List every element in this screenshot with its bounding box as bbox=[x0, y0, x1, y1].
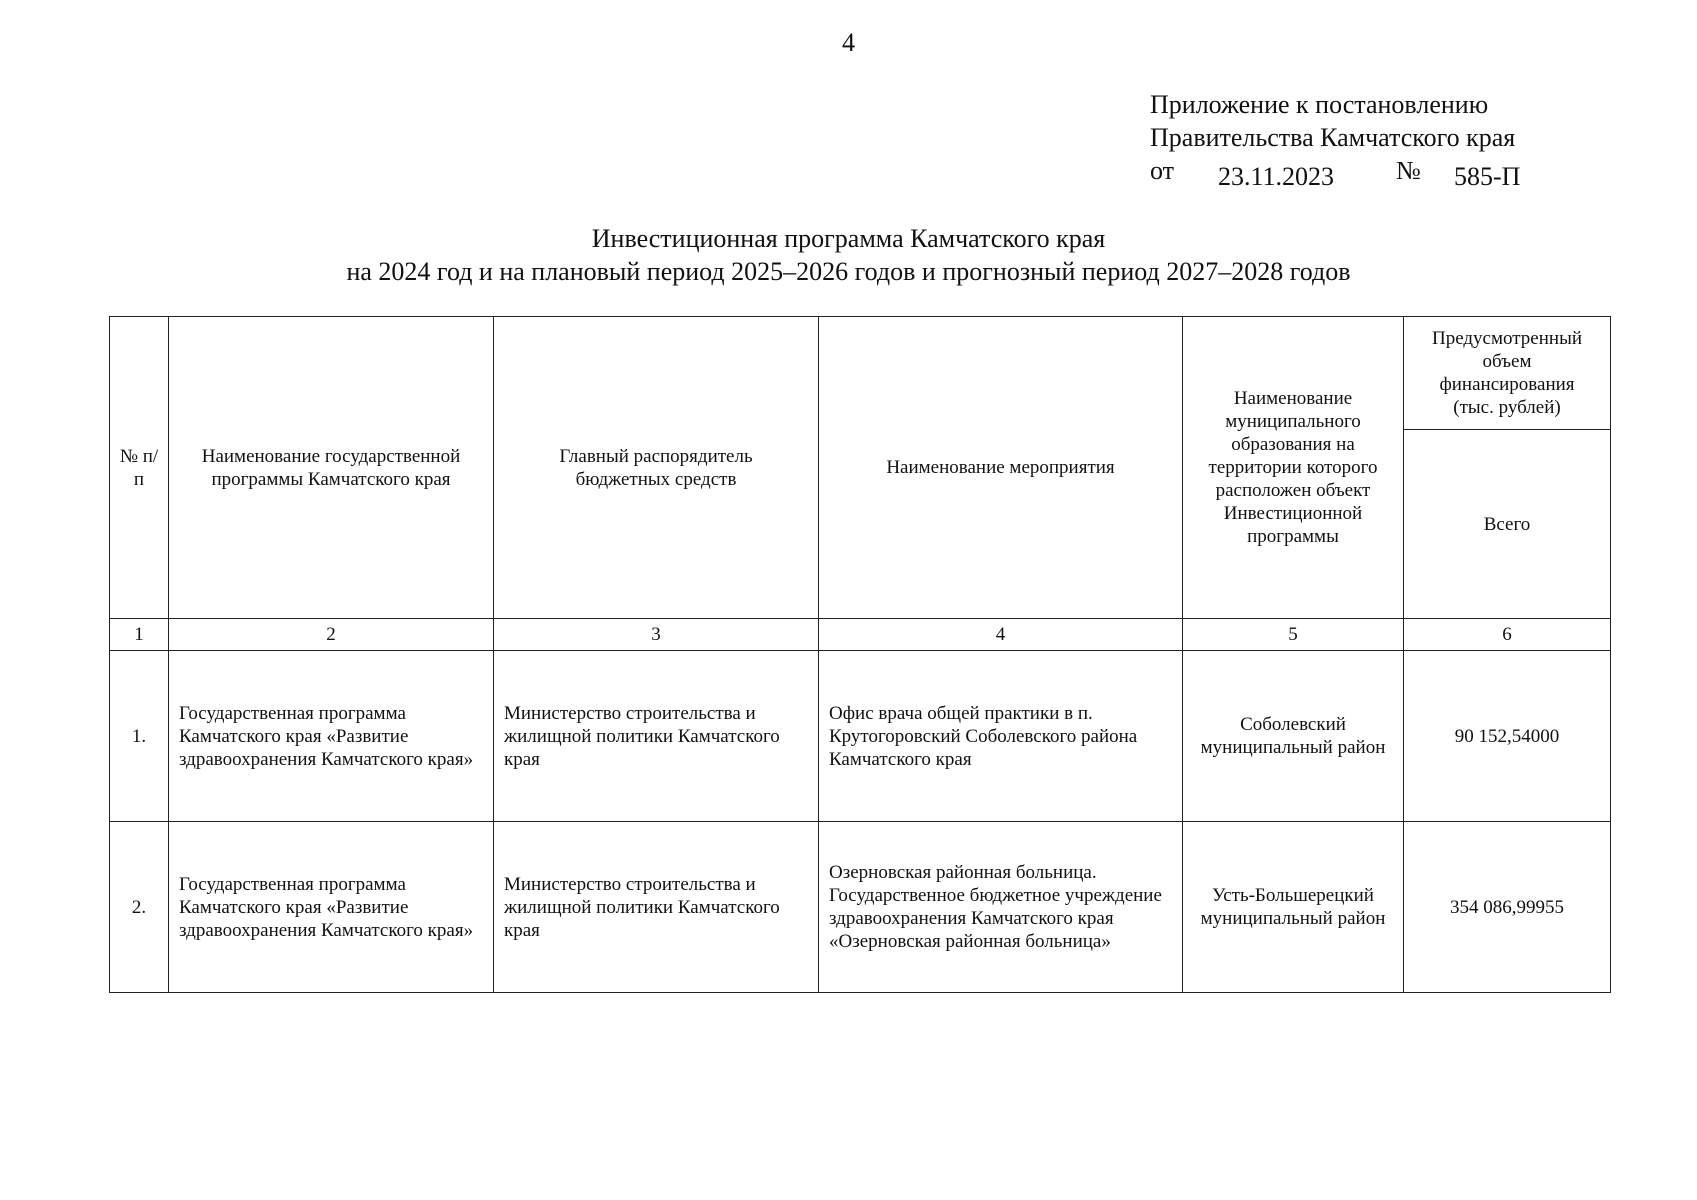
row-number: 1. bbox=[110, 651, 169, 822]
appendix-block bbox=[1150, 88, 1650, 190]
appendix-number-label: № bbox=[1396, 156, 1421, 185]
header-total: Всего bbox=[1404, 430, 1611, 619]
appendix-date: 23.11.2023 bbox=[1218, 162, 1335, 191]
document-title bbox=[0, 222, 1697, 288]
column-number: 2 bbox=[169, 619, 494, 651]
table-row bbox=[110, 822, 1611, 993]
header-number: № п/п bbox=[110, 317, 169, 619]
document-title-line-2: на 2024 год и на плановый период 2025–2026 годов и прогнозный период 2027–2028 годов bbox=[346, 257, 1351, 286]
header-activity: Наименование мероприятия bbox=[819, 317, 1183, 619]
appendix-line-2: Правительства Камчатского края bbox=[1150, 123, 1516, 152]
row-activity: Озерновская районная больница. Государственное бюджетное учреждение здравоохранения Камчатского края «Озерновская районная больница» bbox=[819, 822, 1183, 993]
row-manager: Министерство строительства и жилищной политики Камчатского края bbox=[494, 822, 819, 993]
header-municipality: Наименование муниципального образования на территории которого расположен объект Инвестиционной программы bbox=[1183, 317, 1404, 619]
row-total: 354 086,99955 bbox=[1404, 822, 1611, 993]
row-total: 90 152,54000 bbox=[1404, 651, 1611, 822]
appendix-line-1: Приложение к постановлению bbox=[1150, 90, 1489, 119]
header-manager: Главный распорядитель бюджетных средств bbox=[494, 317, 819, 619]
column-number: 5 bbox=[1183, 619, 1404, 651]
investment-program-table bbox=[109, 316, 1611, 993]
column-number: 1 bbox=[110, 619, 169, 651]
document-title-line-1: Инвестиционная программа Камчатского края bbox=[591, 224, 1106, 253]
row-municipality: Соболевский муниципальный район bbox=[1183, 651, 1404, 822]
column-number: 4 bbox=[819, 619, 1183, 651]
appendix-number: 585-П bbox=[1454, 162, 1521, 191]
row-program: Государственная программа Камчатского края «Развитие здравоохранения Камчатского края» bbox=[169, 651, 494, 822]
appendix-signature-row bbox=[1150, 154, 1650, 190]
page-number: 4 bbox=[842, 28, 855, 57]
table-header-row bbox=[110, 317, 1611, 430]
column-number: 6 bbox=[1404, 619, 1611, 651]
row-activity: Офис врача общей практики в п. Крутогоровский Соболевского района Камчатского края bbox=[819, 651, 1183, 822]
row-manager: Министерство строительства и жилищной политики Камчатского края bbox=[494, 651, 819, 822]
header-funding-group: Предусмотренный объем финансирования (тыс. рублей) bbox=[1404, 317, 1611, 430]
column-number-row bbox=[110, 619, 1611, 651]
row-number: 2. bbox=[110, 822, 169, 993]
header-program: Наименование государственной программы Камчатского края bbox=[169, 317, 494, 619]
row-program: Государственная программа Камчатского края «Развитие здравоохранения Камчатского края» bbox=[169, 822, 494, 993]
column-number: 3 bbox=[494, 619, 819, 651]
table-row bbox=[110, 651, 1611, 822]
row-municipality: Усть-Большерецкий муниципальный район bbox=[1183, 822, 1404, 993]
appendix-from-label: от bbox=[1150, 156, 1175, 185]
